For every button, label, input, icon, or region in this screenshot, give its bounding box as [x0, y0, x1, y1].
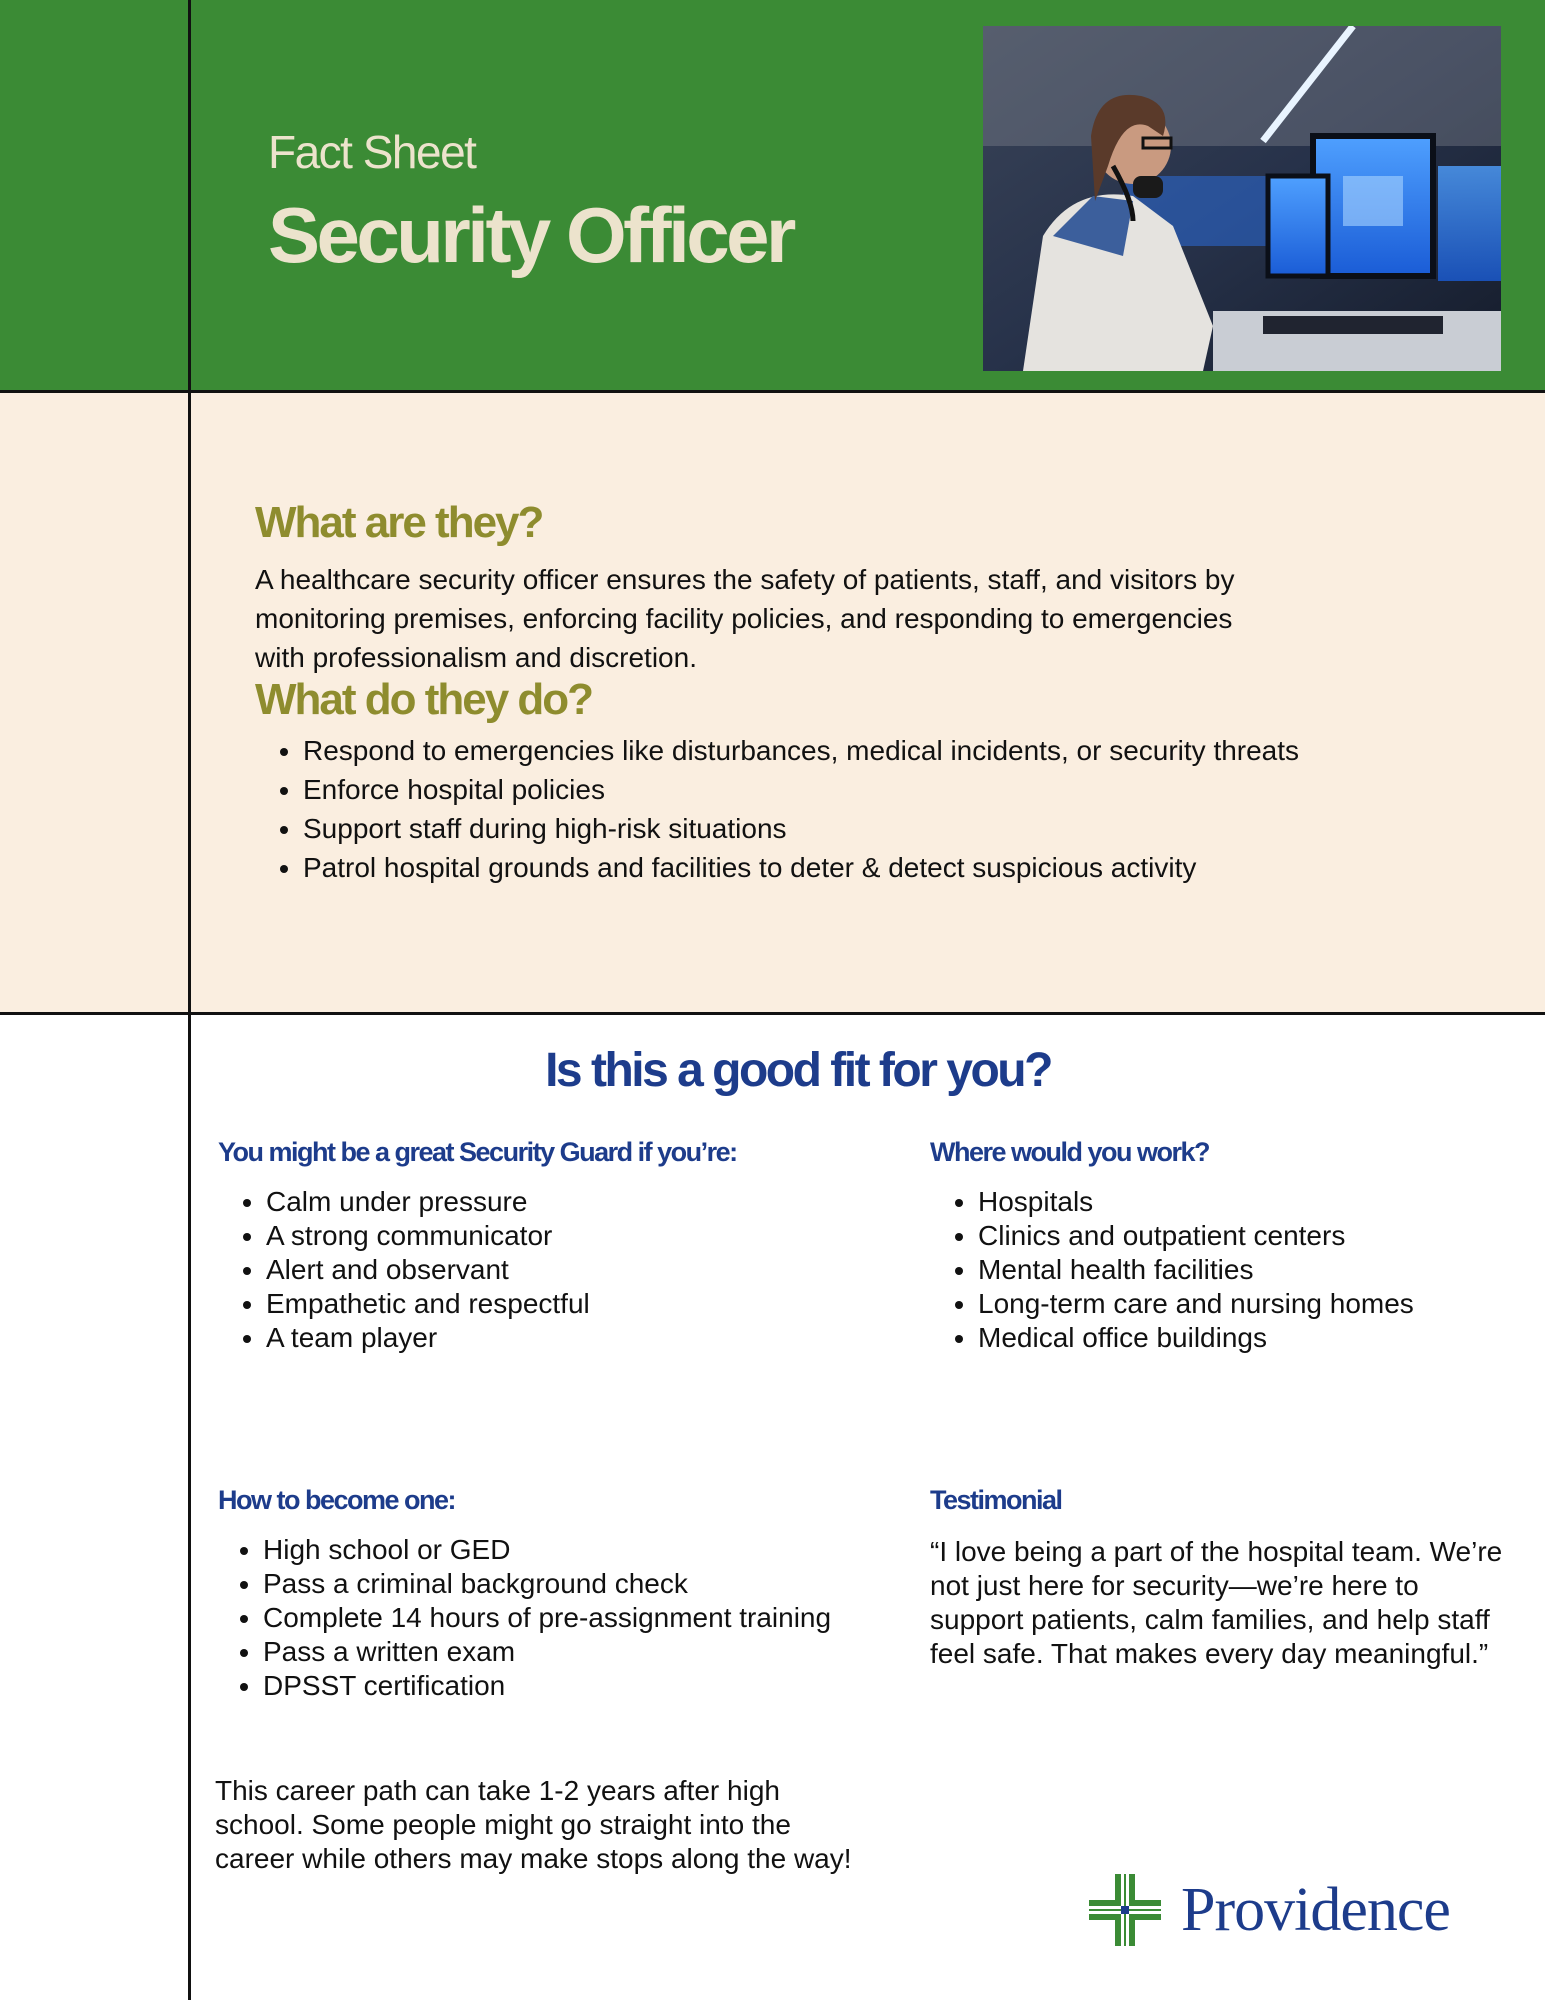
about-heading: What are they?	[255, 498, 543, 547]
duties-heading: What do they do?	[255, 675, 593, 724]
list-item: • Pass a criminal background check	[263, 1567, 863, 1601]
list-item: • DPSST certification	[263, 1669, 863, 1703]
about-text: A healthcare security officer ensures the safety of patients, staff, and visitors by monitoring premises, enforcing facility policies, and responding to emergencies with professionalism and discretion.	[255, 564, 1235, 673]
workplaces-heading: Where would you work?	[930, 1137, 1210, 1167]
divider-top	[0, 390, 1545, 393]
list-item: • Respond to emergencies like disturbances, medical incidents, or security threats	[303, 731, 1303, 770]
about-section	[0, 391, 1545, 1014]
list-item: • Empathetic and respectful	[266, 1287, 886, 1321]
providence-wordmark: Providence	[1181, 1876, 1450, 1944]
steps-list	[215, 1533, 863, 1703]
header-band	[0, 0, 1545, 391]
list-item: • A team player	[266, 1321, 886, 1355]
traits-list	[218, 1185, 886, 1355]
providence-logo	[1085, 1870, 1525, 1950]
list-item: • Hospitals	[978, 1185, 1545, 1219]
list-item: • Complete 14 hours of pre-assignment training	[263, 1601, 863, 1635]
list-item: • Calm under pressure	[266, 1185, 886, 1219]
traits-heading: You might be a great Security Guard if you’re:	[218, 1137, 737, 1167]
fit-heading: Is this a good fit for you?	[545, 1044, 1051, 1097]
workplaces-list	[930, 1185, 1545, 1355]
list-item: • A strong communicator	[266, 1219, 886, 1253]
divider-bottom	[0, 1012, 1545, 1015]
testimonial-heading: Testimonial	[930, 1485, 1062, 1515]
list-item: • Patrol hospital grounds and facilities to deter & detect suspicious activity	[303, 848, 1303, 887]
career-path-note: This career path can take 1-2 years after high school. Some people might go straight into the career while others may make stops along the way!	[215, 1775, 852, 1874]
list-item: • Enforce hospital policies	[303, 770, 1303, 809]
list-item: • Long-term care and nursing homes	[978, 1287, 1545, 1321]
list-item: • Mental health facilities	[978, 1253, 1545, 1287]
steps-heading: How to become one:	[218, 1485, 456, 1515]
fact-sheet-label: Fact Sheet	[268, 126, 476, 178]
providence-cross-icon	[1085, 1870, 1165, 1950]
list-item: • Clinics and outpatient centers	[978, 1219, 1545, 1253]
testimonial-quote: “I love being a part of the hospital team. We’re not just here for security—we’re here to support patients, calm families, and help staff feel safe. That makes every day meaningful.”	[930, 1536, 1503, 1669]
vertical-rule	[188, 0, 191, 2000]
officer-photo-illustration	[983, 26, 1501, 371]
list-item: • High school or GED	[263, 1533, 863, 1567]
list-item: • Pass a written exam	[263, 1635, 863, 1669]
officer-photo	[983, 26, 1501, 371]
page-title: Security Officer	[268, 191, 793, 279]
list-item: • Alert and observant	[266, 1253, 886, 1287]
list-item: • Support staff during high-risk situations	[303, 809, 1303, 848]
duties-list	[255, 731, 1303, 887]
list-item: • Medical office buildings	[978, 1321, 1545, 1355]
